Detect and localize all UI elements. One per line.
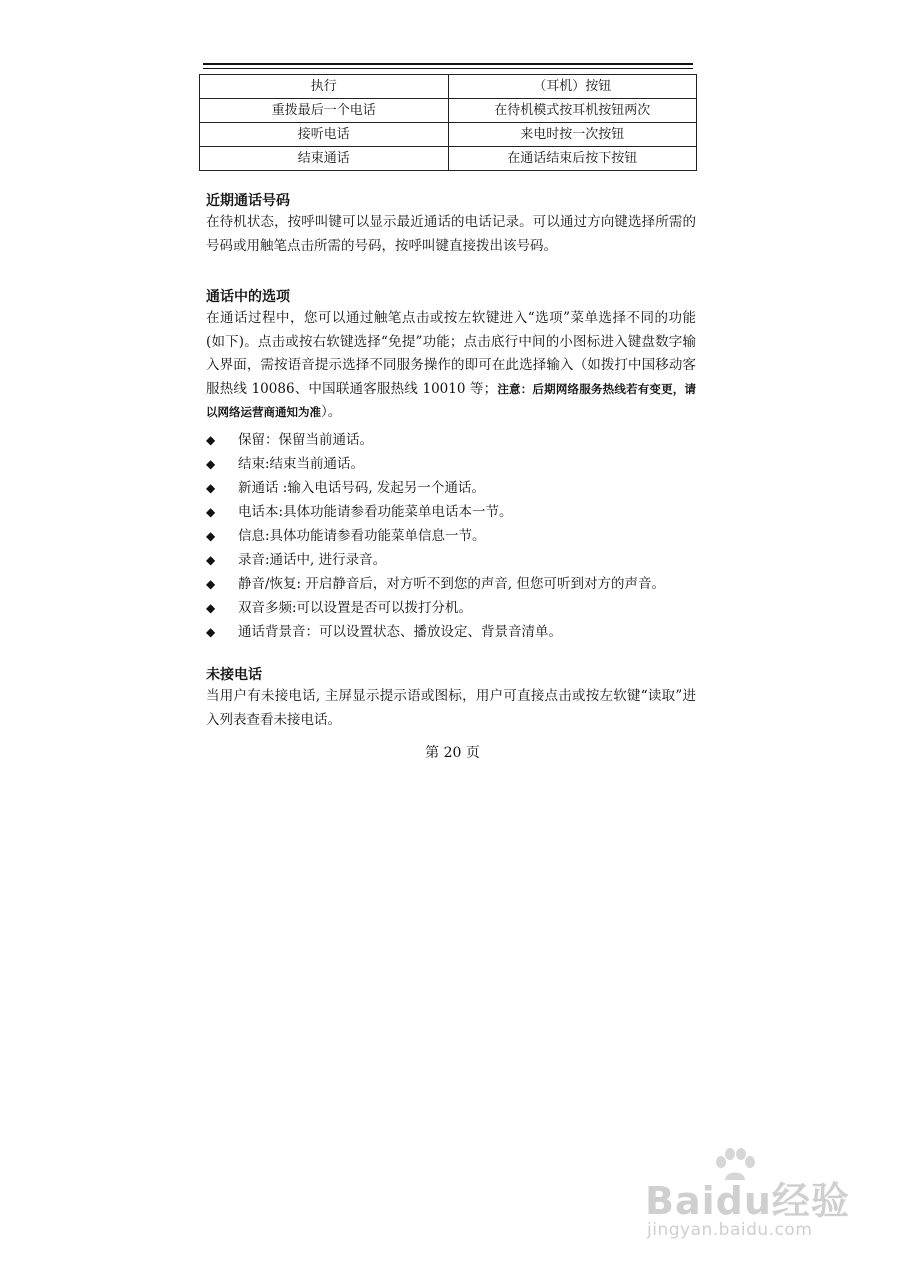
diamond-bullet-icon: ◆ bbox=[206, 457, 216, 471]
table-cell: 在通话结束后按下按钮 bbox=[448, 147, 697, 171]
table-row bbox=[200, 147, 697, 171]
service-note: 注意：后期网络服务热线若有变更，请以网络运营商通知为准 bbox=[206, 381, 697, 419]
list-item-text: 结束:结束当前通话。 bbox=[238, 456, 365, 472]
table-cell: 在待机模式按耳机按钮两次 bbox=[448, 99, 697, 123]
headset-button-table bbox=[199, 74, 697, 171]
diamond-bullet-icon: ◆ bbox=[206, 601, 216, 615]
diamond-bullet-icon: ◆ bbox=[206, 481, 216, 495]
header-rule-thin bbox=[203, 68, 693, 69]
list-item-text: 双音多频:可以设置是否可以拨打分机。 bbox=[238, 600, 473, 616]
table-cell: 执行 bbox=[200, 75, 449, 99]
list-item-text: 保留：保留当前通话。 bbox=[238, 432, 373, 448]
list-item-text: 录音:通话中, 进行录音。 bbox=[238, 552, 387, 568]
table-cell: （耳机）按钮 bbox=[448, 75, 697, 99]
in-call-options-heading: 通话中的选项 bbox=[206, 289, 290, 305]
in-call-body-tail: ）。 bbox=[321, 404, 342, 420]
recent-calls-paragraph: 在待机状态，按呼叫键可以显示最近通话的电话记录。可以通过方向键选择所需的号码或用触笔点击所需的号码，按呼叫键直接拨出该号码。 bbox=[206, 214, 696, 254]
list-item bbox=[206, 620, 665, 644]
list-item-text: 信息:具体功能请参看功能菜单信息一节。 bbox=[238, 528, 486, 544]
list-item bbox=[206, 548, 665, 572]
list-item bbox=[206, 476, 665, 500]
missed-calls-heading: 未接电话 bbox=[206, 667, 262, 683]
in-call-options-paragraph bbox=[206, 307, 696, 425]
table-row bbox=[200, 123, 697, 147]
table-cell: 接听电话 bbox=[200, 123, 449, 147]
diamond-bullet-icon: ◆ bbox=[206, 577, 216, 591]
diamond-bullet-icon: ◆ bbox=[206, 433, 216, 447]
list-item bbox=[206, 428, 665, 452]
diamond-bullet-icon: ◆ bbox=[206, 553, 216, 567]
list-item-text: 静音/恢复: 开启静音后，对方听不到您的声音, 但您可听到对方的声音。 bbox=[238, 576, 665, 592]
watermark-brand: Baidu经验 bbox=[645, 1179, 850, 1223]
list-item-text: 电话本:具体功能请参看功能菜单电话本一节。 bbox=[238, 504, 513, 520]
list-item bbox=[206, 452, 665, 476]
table-row bbox=[200, 75, 697, 99]
baidu-watermark bbox=[645, 1148, 865, 1248]
in-call-body-text: 在通话过程中，您可以通过触笔点击或按左软键进入“选项”菜单选择不同的功能(如下)。点击或按右软键选择“免提”功能；点击底行中间的小图标进入键盘数字输入界面，需按语音提示选择不同服务操作的即可在此选择输入（如拨打中国移动客服热线 10086、中国联通客服热线 10010 等； bbox=[206, 310, 696, 397]
list-item bbox=[206, 524, 665, 548]
diamond-bullet-icon: ◆ bbox=[206, 505, 216, 519]
list-item-text: 通话背景音：可以设置状态、播放设定、背景音清单。 bbox=[238, 624, 562, 640]
page-number: 第 20 页 bbox=[425, 745, 480, 761]
recent-calls-heading: 近期通话号码 bbox=[206, 193, 290, 209]
diamond-bullet-icon: ◆ bbox=[206, 529, 216, 543]
missed-calls-paragraph: 当用户有未接电话, 主屏显示提示语或图标，用户可直接点击或按左软键“读取”进入列表查看未接电话。 bbox=[206, 688, 696, 728]
diamond-bullet-icon: ◆ bbox=[206, 625, 216, 639]
header-rule-thick bbox=[203, 63, 693, 65]
table-cell: 来电时按一次按钮 bbox=[448, 123, 697, 147]
list-item-text: 新通话 :输入电话号码, 发起另一个通话。 bbox=[238, 480, 485, 496]
table-cell: 重拨最后一个电话 bbox=[200, 99, 449, 123]
watermark-url: jingyan.baidu.com bbox=[647, 1220, 813, 1240]
in-call-option-list bbox=[206, 428, 665, 644]
list-item bbox=[206, 596, 665, 620]
list-item bbox=[206, 500, 665, 524]
table-cell: 结束通话 bbox=[200, 147, 449, 171]
table-row bbox=[200, 99, 697, 123]
list-item bbox=[206, 572, 665, 596]
